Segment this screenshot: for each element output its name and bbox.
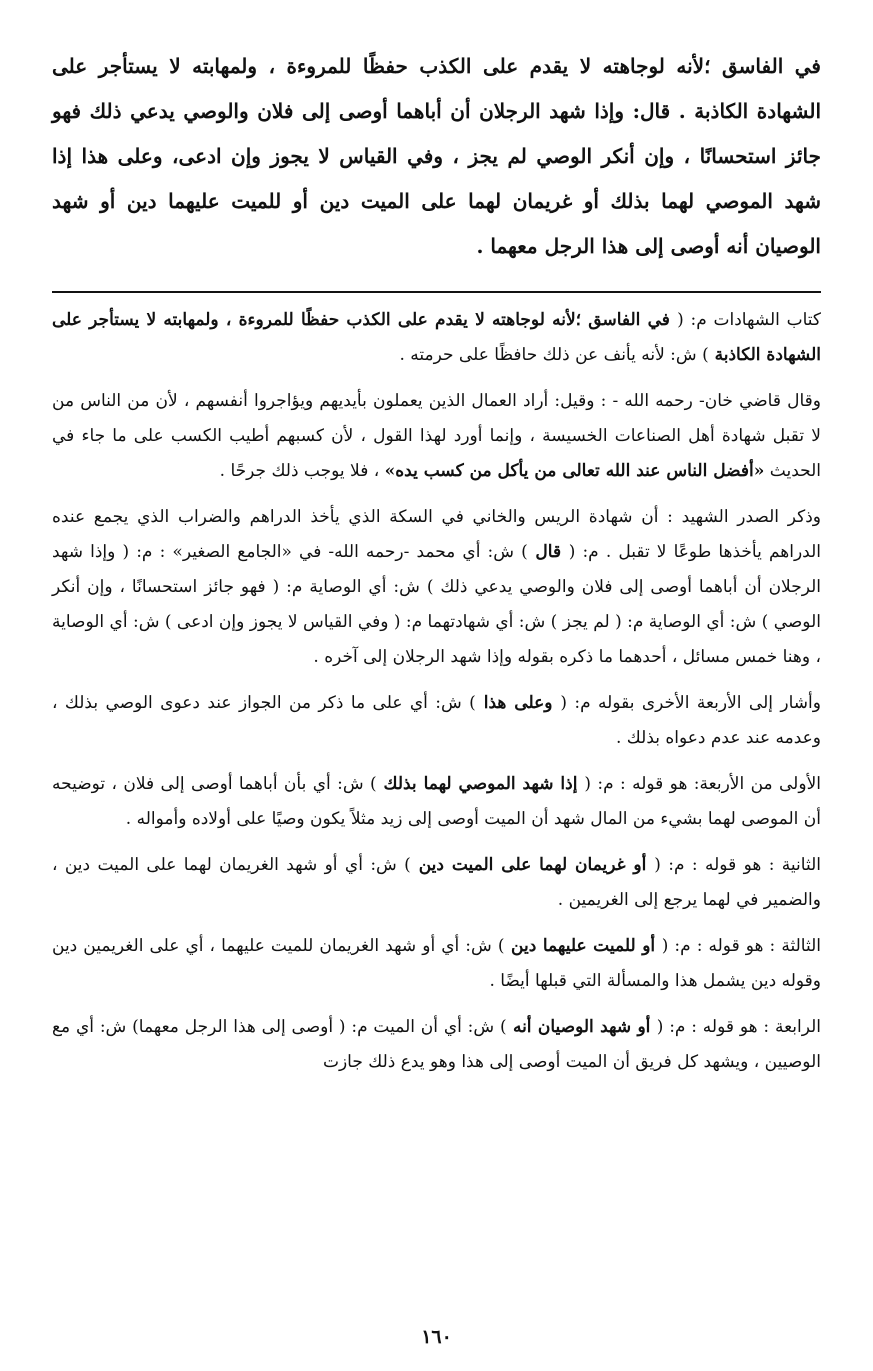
- commentary-paragraph-5: الأولى من الأربعة: هو قوله : م: ( إذا شهد الموصي لهما بذلك ) ش: أي بأن أباهما أوصى إلى فلان ، توضيحه أن الموصى لهما بشيء من المال شهد أن الميت أوصى إلى زيد مثلاً يكون وصيًا على أولاده وأمواله .: [52, 774, 821, 829]
- page-number: ١٦٠: [421, 1326, 452, 1348]
- commentary-paragraph-4: وأشار إلى الأربعة الأخرى بقوله م: ( وعلى هذا ) ش: أي على ما ذكر من الجواز عند دعوى الوصي بذلك ، وعدمه عند عدم دعواه بذلك .: [52, 693, 821, 748]
- commentary-paragraph-1: كتاب الشهادات م: ( في الفاسق ؛لأنه لوجاهته لا يقدم على الكذب حفظًا للمروءة ، ولمهابته لا يستأجر على الشهادة الكاذبة ) ش: لأنه يأنف عن ذلك حافظًا على حرمته .: [52, 310, 821, 365]
- commentary-paragraph-6: الثانية : هو قوله : م: ( أو غريمان لهما على الميت دين ) ش: أي أو شهد الغريمان لهما على الميت دين ، والضمير في لهما يرجع إلى الغريمين .: [52, 855, 821, 910]
- main-text-paragraph: في الفاسق ؛لأنه لوجاهته لا يقدم على الكذب حفظًا للمروءة ، ولمهابته لا يستأجر على الشهادة الكاذبة . قال: وإذا شهد الرجلان أن أباهما أوصى إلى فلان والوصي يدعي ذلك فهو جائز استحسانًا ، وإن أنكر الوصي لم يجز ، وفي القياس لا يجوز وإن ادعى، وعلى هذا إذا شهد الموصي لهما بذلك أو غريمان لهما على الميت دين أو للميت عليهما دين أو شهد الوصيان أنه أوصى إلى هذا الرجل معهما .: [52, 54, 821, 258]
- main-text: [52, 44, 821, 269]
- commentary-paragraph-7: الثالثة : هو قوله : م: ( أو للميت عليهما دين ) ش: أي أو شهد الغريمان للميت عليهما ، أي على الغريمين دين وقوله دين يشمل هذا والمسألة التي قبلها أيضًا .: [52, 936, 821, 991]
- commentary: [52, 303, 821, 1080]
- commentary-paragraph-8: الرابعة : هو قوله : م: ( أو شهد الوصيان أنه ) ش: أي أن الميت م: ( أوصى إلى هذا الرجل معهما) ش: أي مع الوصيين ، ويشهد كل فريق أن الميت أوصى إلى هذا وهو يدع ذلك جازت: [52, 1017, 822, 1072]
- divider-line: [52, 291, 821, 293]
- commentary-paragraph-3: وذكر الصدر الشهيد : أن شهادة الريس والخاني في السكة الذي يأخذ الدراهم والضراب الذي يجمع عنده الدراهم يأخذها طوعًا لا تقبل . م: ( قال ) ش: أي محمد -رحمه الله- في «الجامع الصغير» : م: ( وإذا شهد الرجلان أن أباهما أوصى إلى فلان والوصي يدعي ذلك ) ش: أي الوصاية م: ( فهو جائز استحسانًا ، وإن أنكر الوصي ) ش: أي الوصاية م: ( لم يجز ) ش: أي شهادتهما م: ( وفي القياس لا يجوز وإن ادعى ) ش: أي الوصاية ، وهنا خمس مسائل ، أحدهما ما ذكره بقوله وإذا شهد الرجلان إلى آخره .: [52, 507, 821, 667]
- commentary-paragraph-2: وقال قاضي خان- رحمه الله - : وقيل: أراد العمال الذين يعملون بأيديهم ويؤاجروا أنفسهم ، لأن من الناس من لا تقبل شهادة أهل الصناعات الخسيسة ، وإنما أورد لهذا القول ، لأن كسبهم أطيب الكسب على ما جاء في الحديث «أفضل الناس عند الله تعالى من يأكل من كسب يده» ، فلا يوجب ذلك جرحًا .: [52, 391, 821, 481]
